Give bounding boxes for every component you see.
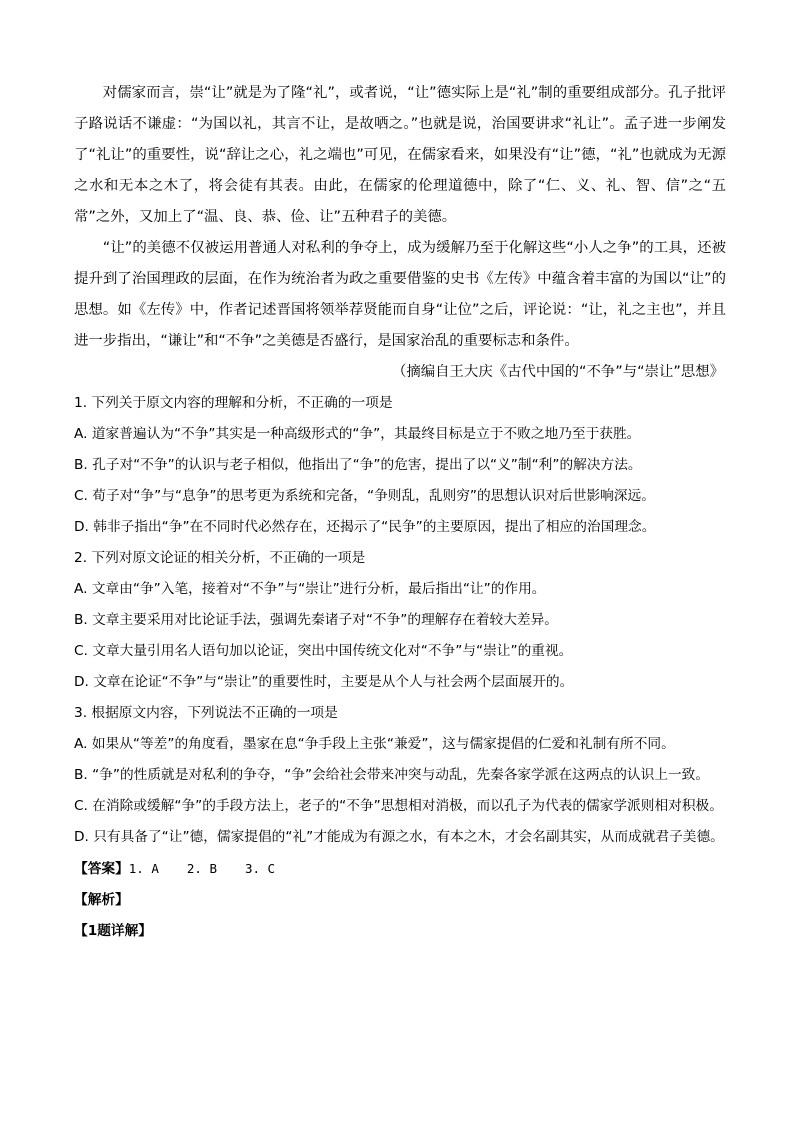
option-d: D. 只有具备了“让”德，儒家提倡的“礼”才能成为有源之水，有本之木，才会名副其实，从而成就君子美德。 (74, 829, 724, 845)
option-c: C. 荀子对“争”与“息争”的思考更为系统和完备，“争则乱，乱则穷”的思想认识对后世影响深远。 (74, 488, 655, 504)
answer-1: 1. A (128, 861, 159, 876)
answer-2: 2. B (186, 861, 217, 876)
detail-heading: 【1题详解】 (74, 923, 152, 939)
question-3 (74, 698, 726, 853)
passage-paragraph-2: “让”的美德不仅被运用普通人对私利的争夺上，成为缓解乃至于化解这些“小人之争”的工具，还被提升到了治国理政的层面，在作为统治者为政之重要借鉴的史书《左传》中蕴含着丰富的为国以“让”的思想。如《左传》中，作者记述晋国将领举荐贤能而自身“让位”之后，评论说：“让，礼之主也”，并且进一步指出，“谦让”和“不争”之美德是否盛行，是国家治乱的重要标志和条件。 (74, 240, 726, 349)
answer-label: 【答案】 (74, 861, 129, 877)
question-stem: 1. 下列关于原文内容的理解和分析，不正确的一项是 (74, 395, 393, 411)
option-b: B. 孔子对“不争”的认识与老子相似，他指出了“争”的危害，提出了以“义”制“利”的解决方法。 (74, 457, 642, 473)
option-a: A. 文章由“争”入笔，接着对“不争”与“崇让”进行分析，最后指出“让”的作用。 (74, 581, 546, 597)
question-stem: 2. 下列对原文论证的相关分析，不正确的一项是 (74, 550, 366, 566)
analysis-heading: 【解析】 (74, 892, 129, 908)
option-d: D. 文章在论证“不争”与“崇让”的重要性时，主要是从个人与社会两个层面展开的。 (74, 674, 574, 690)
question-2 (74, 543, 726, 698)
answer-line (74, 853, 726, 885)
question-stem: 3. 根据原文内容，下列说法不正确的一项是 (74, 705, 338, 721)
passage-paragraph-1: 对儒家而言，崇“让”就是为了隆“礼”，或者说，“让”德实际上是“礼”制的重要组成部分。孔子批评子路说话不谦虚：“为国以礼，其言不让，是故哂之。”也就是说，治国要讲求“礼让”。孟子进一步阐发了“礼让”的重要性，说“辞让之心，礼之端也”可见，在儒家看来，如果没有“让”德，“礼”也就成为无源之水和无本之木了，将会徒有其表。由此，在儒家的伦理道德中，除了“仁、义、礼、智、信”之“五常”之外，又加上了“温、良、恭、俭、让”五种君子的美德。 (74, 85, 726, 225)
option-b: B. 文章主要采用对比论证手法，强调先秦诸子对“不争”的理解存在着较大差异。 (74, 612, 558, 628)
option-c: C. 文章大量引用名人语句加以论证，突出中国传统文化对“不争”与“崇让”的重视。 (74, 643, 573, 659)
option-a: A. 道家普遍认为“不争”其实是一种高级形式的“争”，其最终目标是立于不败之地乃至于获胜。 (74, 426, 641, 442)
option-c: C. 在消除或缓解“争”的手段方法上，老子的“不争”思想相对消极，而以孔子为代表的儒家学派则相对积极。 (74, 798, 723, 814)
option-a: A. 如果从“等差”的角度看，墨家在息“争手段上主张“兼爱”，这与儒家提倡的仁爱和礼制有所不同。 (74, 736, 675, 752)
answer-3: 3. C (244, 861, 276, 876)
passage-source: （摘编自王大庆《古代中国的“不争”与“崇让”思想》 (391, 364, 724, 380)
document-page (74, 78, 726, 947)
question-1 (74, 388, 726, 543)
option-b: B. “争”的性质就是对私利的争夺，“争”会给社会带来冲突与动乱，先秦各家学派在这两点的认识上一致。 (74, 767, 710, 783)
option-d: D. 韩非子指出“争”在不同时代必然存在，还揭示了“民争”的主要原因，提出了相应的治国理念。 (74, 519, 656, 535)
